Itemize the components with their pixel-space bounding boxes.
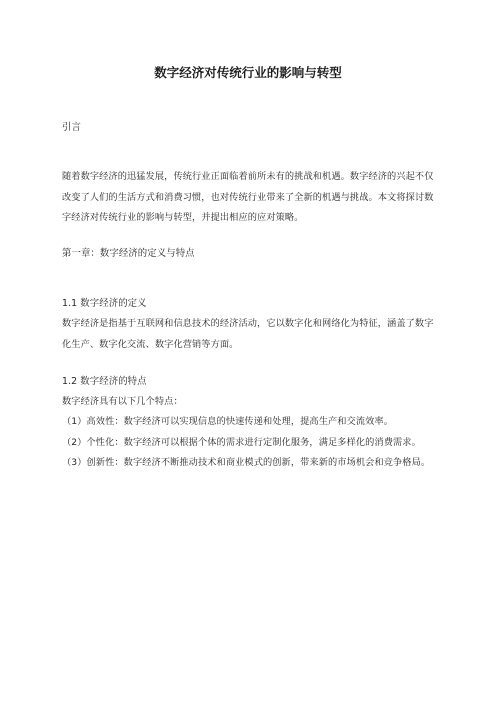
section-1-1-paragraph: 数字经济是指基于互联网和信息技术的经济活动，它以数字化和网络化为特征，涵盖了数字化生产、数字化交流、数字化营销等方面。 <box>62 318 434 350</box>
section-1-2-intro: 数字经济具有以下几个特点： <box>62 396 183 407</box>
section-1-2-heading: 1.2 数字经济的特点 <box>62 376 147 387</box>
intro-heading: 引言 <box>62 122 81 133</box>
list-item: （3）创新性：数字经济不断推动技术和商业模式的创新，带来新的市场机会和竞争格局。 <box>62 457 431 468</box>
list-item: （2）个性化：数字经济可以根据个体的需求进行定制化服务，满足多样化的消费需求。 <box>62 436 421 448</box>
intro-paragraph: 随着数字经济的迅猛发展，传统行业正面临着前所未有的挑战和机遇。数字经济的兴起不仅改变了人们的生活方式和消费习惯，也对传统行业带来了全新的机遇与挑战。本文将探讨数字经济对传统行业的影响与转型，并提出相应的应对策略。 <box>62 171 434 223</box>
section-1-1-heading: 1.1 数字经济的定义 <box>62 298 147 309</box>
list-item: （1）高效性：数字经济可以实现信息的快速传递和处理，提高生产和交流效率。 <box>62 416 394 427</box>
chapter-1-heading: 第一章：数字经济的定义与特点 <box>62 248 195 259</box>
document-title: 数字经济对传统行业的影响与转型 <box>154 65 342 80</box>
feature-list <box>62 412 436 474</box>
